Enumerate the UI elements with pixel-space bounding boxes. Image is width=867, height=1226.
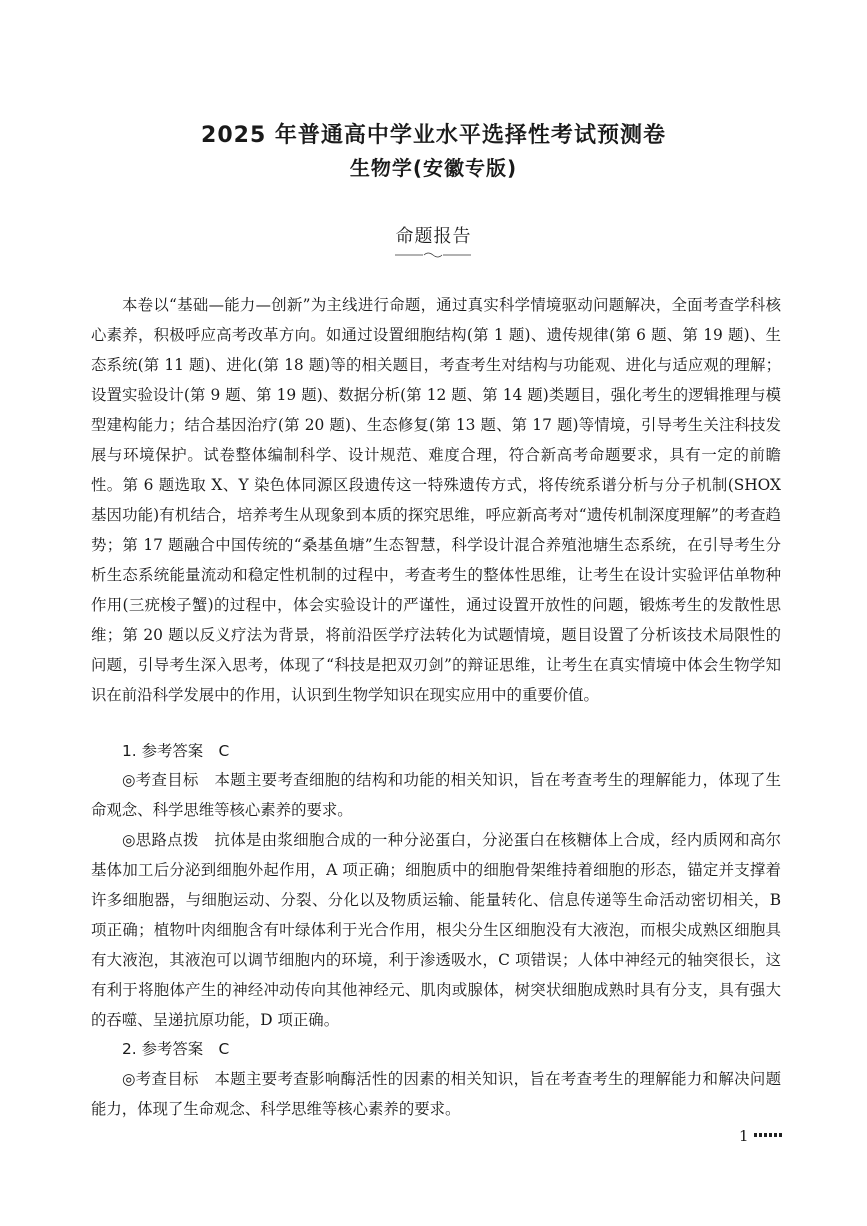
page-ornament-icon	[754, 1131, 784, 1139]
page-number: 1	[739, 1127, 749, 1145]
q1-hint-label: ◎思路点拨	[122, 831, 199, 849]
section-heading: 命题报告	[395, 226, 472, 247]
q1-hint-paragraph	[91, 825, 781, 1035]
q2-answer-line: 2. 参考答案 C	[122, 1040, 230, 1058]
q1-answer-line: 1. 参考答案 C	[122, 742, 230, 760]
q1-target-label: ◎考查目标	[122, 771, 199, 789]
q2-target-paragraph	[91, 1064, 781, 1124]
q1-target-paragraph	[91, 765, 781, 825]
heading-ornament-icon	[393, 251, 473, 259]
intro-paragraph: 本卷以“基础—能力—创新”为主线进行命题，通过真实科学情境驱动问题解决，全面考查学科核心素养，积极呼应高考改革方向。如通过设置细胞结构(第 1 题)、遗传规律(第 6 题、第 19 题)、生态系统(第 11 题)、进化(第 18 题)等的相关题目，考查考生对结构与功能观、进化与适应观的理解；设置实验设计(第 9 题、第 19 题)、数据分析(第 12 题、第 14 题)类题目，强化考生的逻辑推理与模型建构能力；结合基因治疗(第 20 题)、生态修复(第 13 题、第 17 题)等情境，引导考生关注科技发展与环境保护。试卷整体编制科学、设计规范、难度合理，符合新高考命题要求，具有一定的前瞻性。第 6 题选取 X、Y 染色体同源区段遗传这一特殊遗传方式，将传统系谱分析与分子机制(SHOX 基因功能)有机结合，培养考生从现象到本质的探究思维，呼应新高考对“遗传机制深度理解”的考查趋势；第 17 题融合中国传统的“桑基鱼塘”生态智慧，科学设计混合养殖池塘生态系统，在引导考生分析生态系统能量流动和稳定性机制的过程中，考查考生的整体性思维，让考生在设计实验评估单物种作用(三疣梭子蟹)的过程中，体会实验设计的严谨性，通过设置开放性的问题，锻炼考生的发散性思维；第 20 题以反义疗法为背景，将前沿医学疗法转化为试题情境，题目设置了分析该技术局限性的问题，引导考生深入思考，体现了“科技是把双刃剑”的辩证思维，让考生在真实情境中体会生物学知识在前沿科学发展中的作用，认识到生物学知识在现实应用中的重要价值。	[91, 296, 781, 704]
q1-target-text: 本题主要考查细胞的结构和功能的相关知识，旨在考查考生的理解能力，体现了生命观念、科学思维等核心素养的要求。	[91, 771, 781, 819]
q1-hint-text: 抗体是由浆细胞合成的一种分泌蛋白，分泌蛋白在核糖体上合成，经内质网和高尔基体加工后分泌到细胞外起作用，A 项正确；细胞质中的细胞骨架维持着细胞的形态，锚定并支撑着许多细胞器，与细胞运动、分裂、分化以及物质运输、能量转化、信息传递等生命活动密切相关，B 项正确；植物叶肉细胞含有叶绿体利于光合作用，根尖分生区细胞没有大液泡，而根尖成熟区细胞具有大液泡，其液泡可以调节细胞内的环境，利于渗透吸水，C 项错误；人体中神经元的轴突很长，这有利于将胞体产生的神经冲动传向其他神经元、肌肉或腺体，树突状细胞成熟时具有分支，具有强大的吞噬、呈递抗原功能，D 项正确。	[91, 831, 781, 1029]
q2-target-text: 本题主要考查影响酶活性的因素的相关知识，旨在考查考生的理解能力和解决问题能力，体现了生命观念、科学思维等核心素养的要求。	[91, 1070, 781, 1118]
exam-subtitle: 生物学(安徽专版)	[349, 156, 518, 180]
q2-target-label: ◎考查目标	[122, 1070, 199, 1088]
exam-title: 2025 年普通高中学业水平选择性考试预测卷	[201, 123, 666, 148]
